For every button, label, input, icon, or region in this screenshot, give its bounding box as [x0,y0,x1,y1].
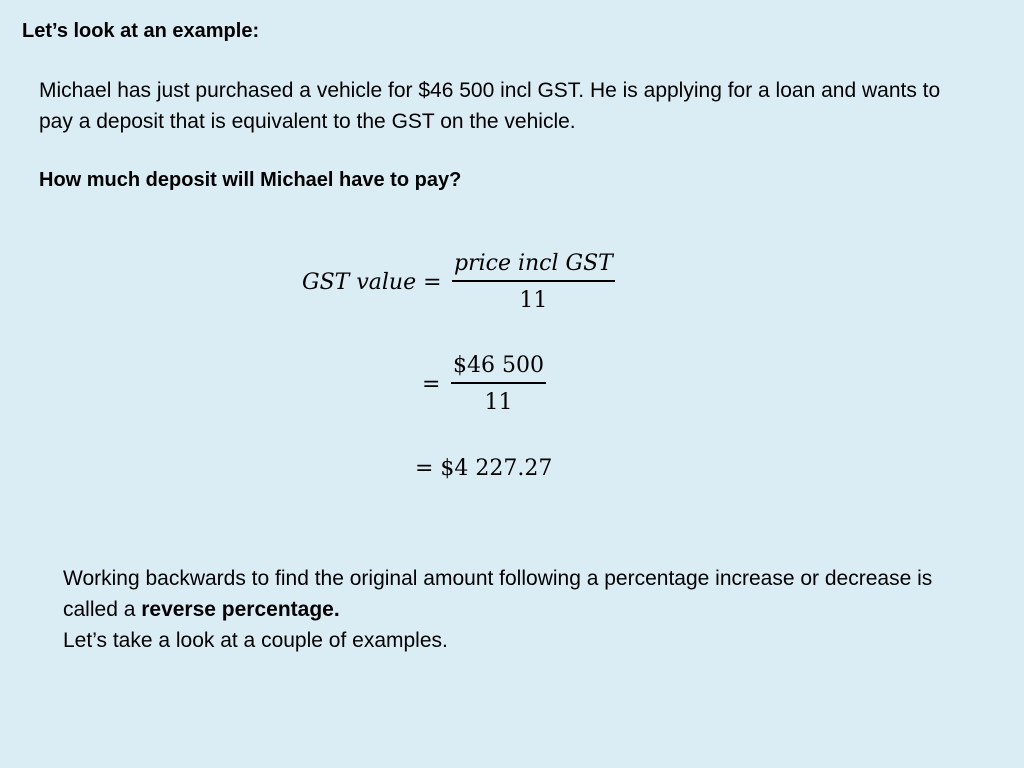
problem-text: Michael has just purchased a vehicle for $46 500 incl GST. He is applying for a loan and wants to pay a deposit that is equivalent to the GST on the vehicle. [39,79,941,133]
gst-value-lhs: GST value = [302,270,442,295]
formula-denominator: 11 [519,288,548,313]
formula-numerator: price incl GST [452,251,615,282]
substituted-numerator: $46 500 [451,353,546,384]
reverse-percentage-term: reverse percentage. [141,598,340,621]
example-heading: Let’s look at an example: [22,20,260,42]
note-followup: Let’s take a look at a couple of examples. [63,629,448,652]
step2-equals: = [422,372,441,397]
note-text: Working backwards to find the original amount following a percentage increase or decrease is called a [63,567,933,621]
substituted-fraction [451,353,546,415]
question-text: How much deposit will Michael have to pay? [39,169,462,191]
gst-result: = $4 227.27 [415,456,553,481]
gst-formula-fraction [452,251,615,313]
substituted-denominator: 11 [484,390,513,415]
reverse-percentage-note [63,563,963,656]
